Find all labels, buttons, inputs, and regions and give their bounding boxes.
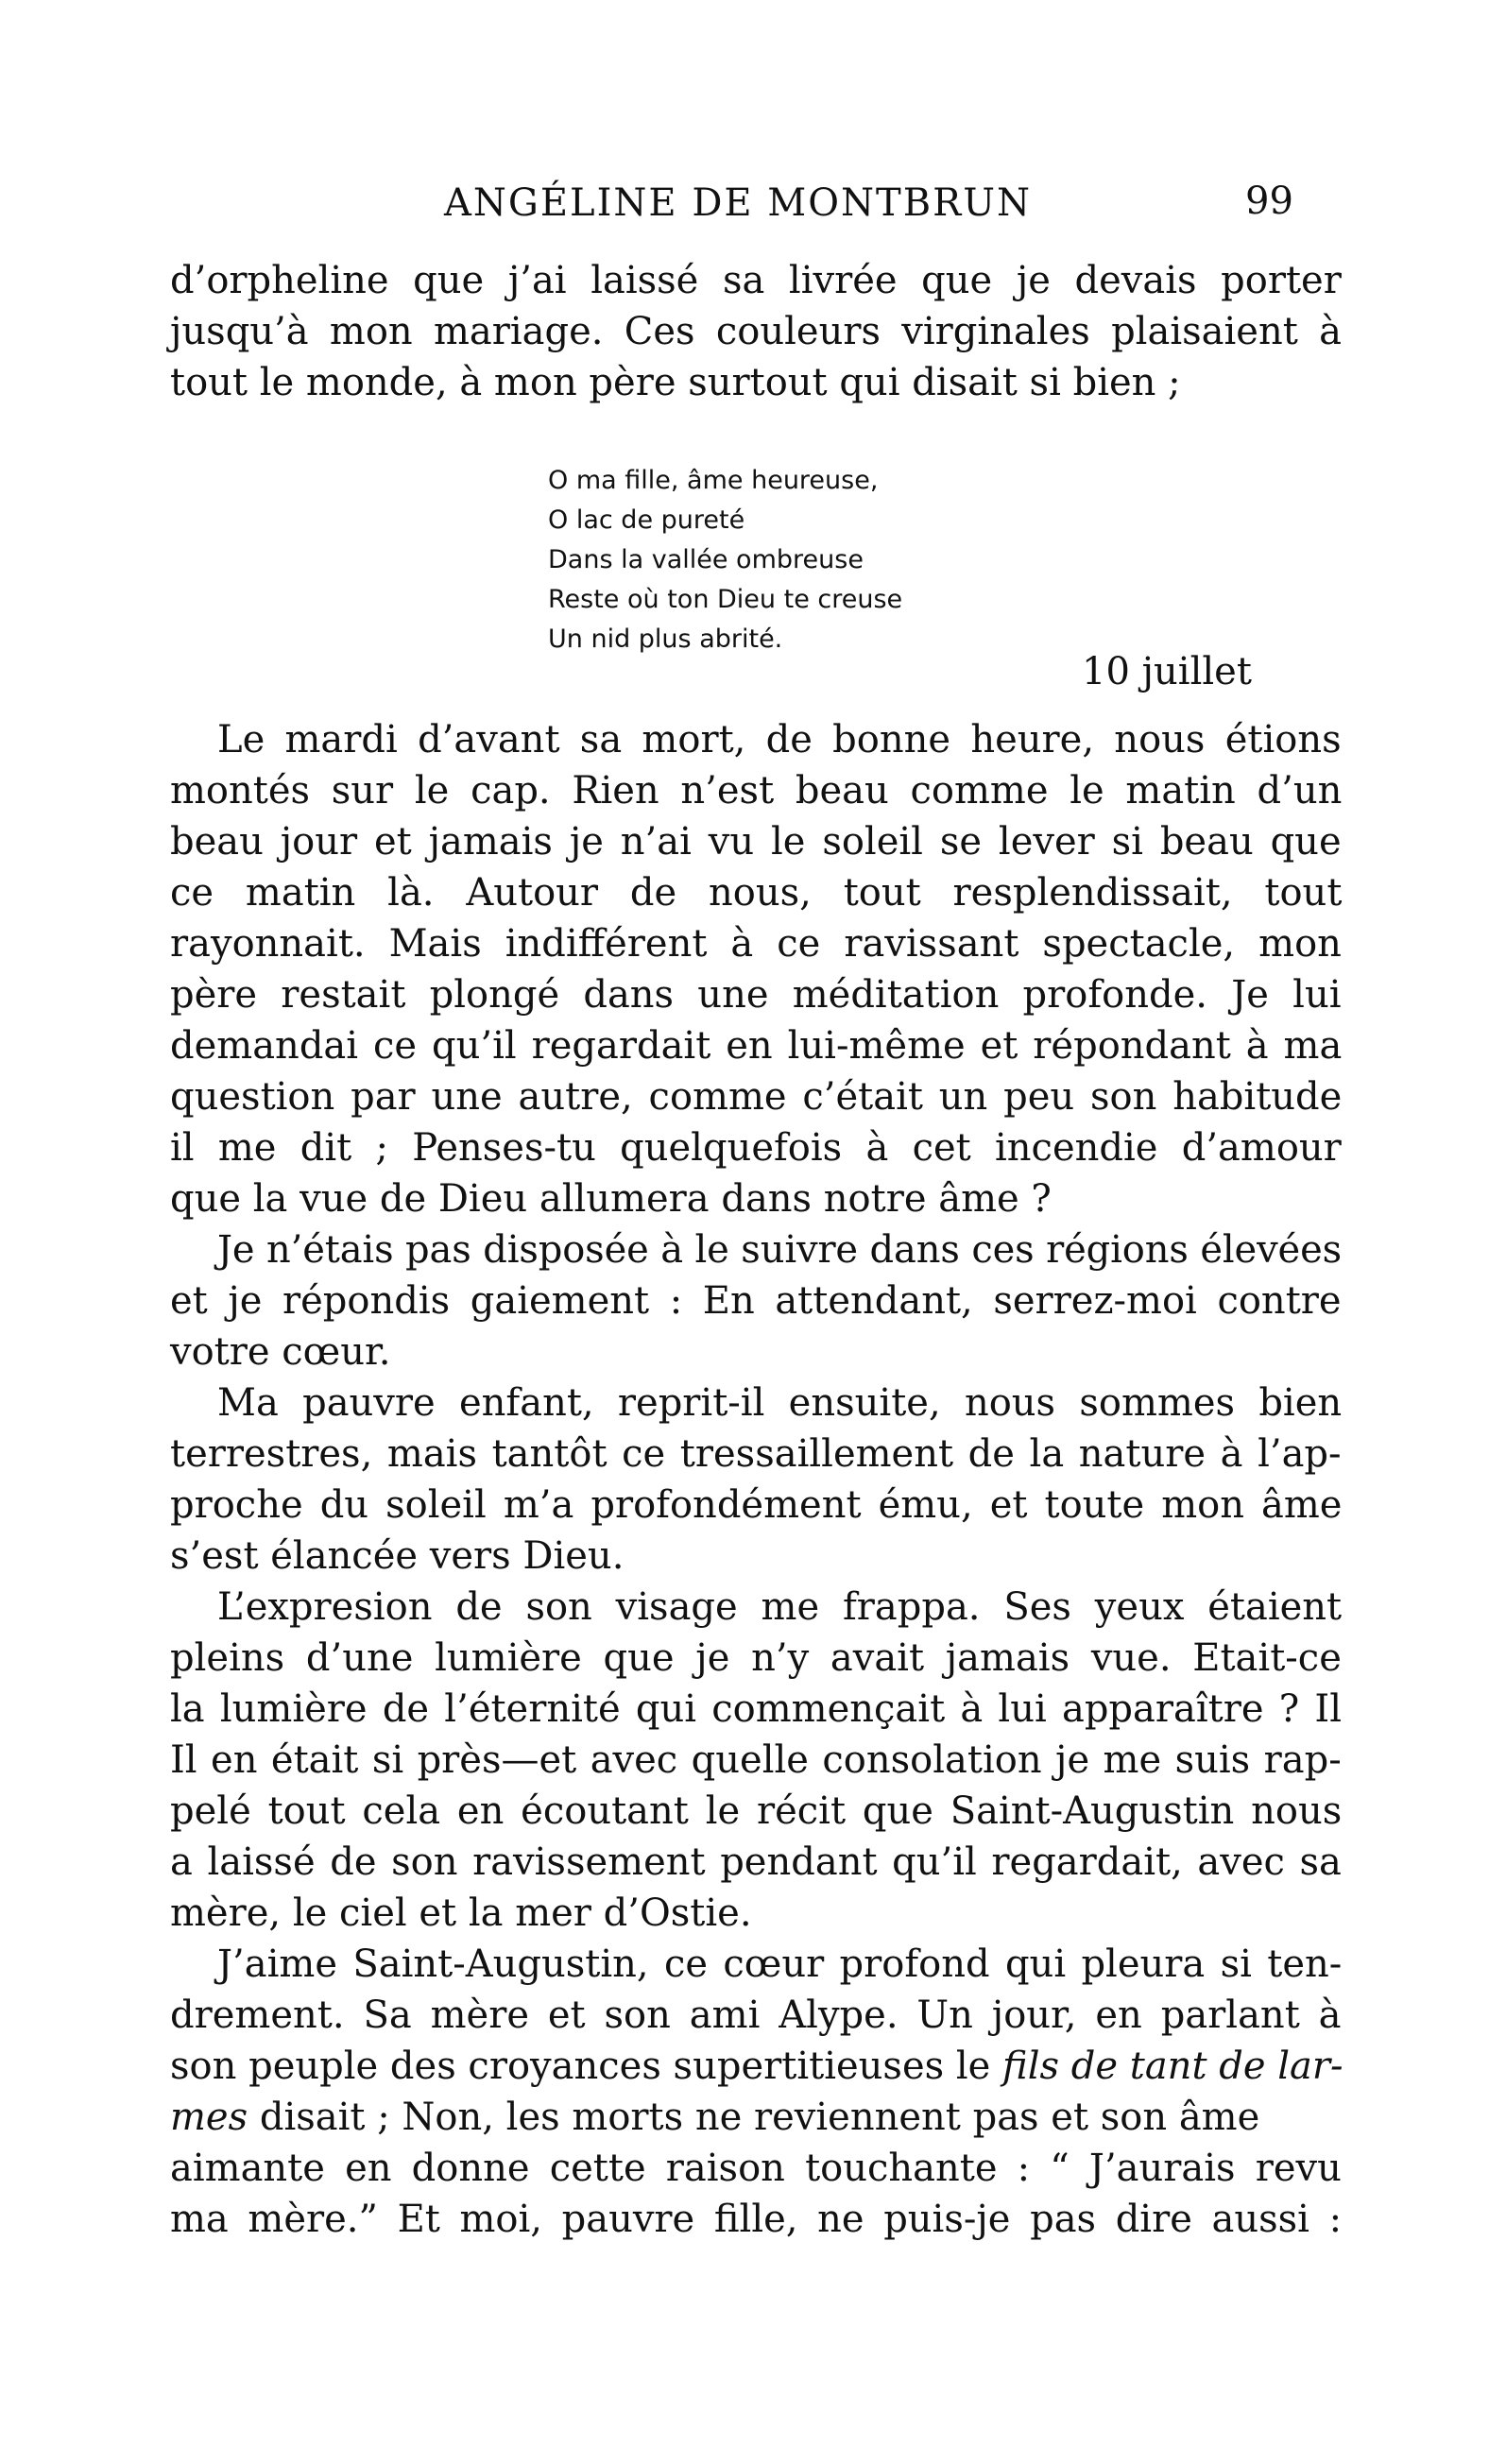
- line-text: Le mardi d’avant sa mort, de bonne heure, nous étions: [217, 718, 1342, 761]
- line-text: et je répondis gaiement : En attendant, serrez-moi contre: [170, 1279, 1342, 1323]
- text-line: [170, 867, 1342, 918]
- line-text: son peuple des croyances supertitieuses le: [170, 2045, 1003, 2088]
- text-line: [170, 255, 1342, 306]
- line-text: votre cœur.: [170, 1330, 391, 1374]
- text-line: [170, 2194, 1342, 2245]
- page-number: 99: [1245, 180, 1293, 223]
- poem-verse: [548, 461, 902, 659]
- italic-phrase: mes: [170, 2096, 248, 2139]
- line-text: proche du soleil m’a profondément ému, et toute mon âme: [170, 1483, 1343, 1527]
- line-text: L’expresion de son visage me frappa. Ses yeux étaient: [217, 1585, 1343, 1629]
- text-line: [170, 1684, 1342, 1735]
- line-text: aimante en donne cette raison touchante : “ J’aurais revu: [170, 2147, 1342, 2190]
- verse-line: O lac de pureté: [548, 505, 745, 535]
- verse-line: Dans la vallée ombreuse: [548, 545, 864, 574]
- line-text: disait ; Non, les morts ne reviennent pas et son âme: [248, 2096, 1260, 2139]
- paragraph-1: [170, 714, 1342, 1224]
- line-text: J’aime Saint-Augustin, ce cœur profond qui pleura si ten-: [217, 1942, 1343, 1986]
- line-text: pleins d’une lumière que je n’y avait jamais vue. Etait-ce: [170, 1636, 1342, 1680]
- text-line: [170, 1480, 1342, 1531]
- text-line: [170, 816, 1342, 867]
- line-text: rayonnait. Mais indifférent à ce ravissant spectacle, mon: [170, 922, 1342, 966]
- text-line: [170, 1786, 1342, 1837]
- line-text: montés sur le cap. Rien n’est beau comme le matin d’un: [170, 769, 1343, 813]
- text-line: [170, 969, 1342, 1020]
- line-text: d’orpheline que j’ai laissé sa livrée que je devais porter: [170, 259, 1342, 302]
- line-text: Ma pauvre enfant, reprit-il ensuite, nous sommes bien: [217, 1381, 1343, 1425]
- line-text: demandai ce qu’il regardait en lui-même et répondant à ma: [170, 1024, 1343, 1068]
- paragraph-3: [170, 1377, 1342, 1582]
- text-line: [170, 1224, 1342, 1275]
- line-text: a laissé de son ravissement pendant qu’il regardait, avec sa: [170, 1840, 1342, 1884]
- text-line: [170, 1173, 1342, 1224]
- line-text: que la vue de Dieu allumera dans notre âme ?: [170, 1177, 1052, 1221]
- text-line: [170, 306, 1342, 357]
- text-line: [170, 765, 1342, 816]
- text-line: [170, 1735, 1342, 1786]
- running-head: ANGÉLINE DE MONTBRUN: [444, 181, 1032, 225]
- line-text: terrestres, mais tantôt ce tressaillement de la nature à l’ap-: [170, 1432, 1342, 1476]
- text-line: [170, 357, 1342, 408]
- text-line: [170, 2092, 1342, 2143]
- text-line: [170, 1837, 1342, 1888]
- paragraph-2: [170, 1224, 1342, 1377]
- line-text: la lumière de l’éternité qui commençait à lui apparaître ? Il: [170, 1687, 1342, 1731]
- text-line: [170, 918, 1342, 969]
- line-text-with-italic: [170, 2092, 1259, 2143]
- text-line: [170, 1020, 1342, 1071]
- line-text: tout le monde, à mon père surtout qui disait si bien ;: [170, 361, 1181, 404]
- text-line: [170, 1377, 1342, 1429]
- line-text: mère, le ciel et la mer d’Ostie.: [170, 1891, 752, 1935]
- diary-date: 10 juillet: [1082, 650, 1252, 693]
- verse-line: Reste où ton Dieu te creuse: [548, 585, 903, 614]
- paragraph-5: [170, 1939, 1342, 2245]
- text-line: [170, 1990, 1342, 2041]
- text-line: [170, 1275, 1342, 1326]
- verse-line: O ma fille, âme heureuse,: [548, 466, 879, 495]
- line-text: Je n’étais pas disposée à le suivre dans ces régions élevées: [217, 1228, 1343, 1272]
- text-line: [170, 1326, 1342, 1377]
- text-line: [170, 1071, 1342, 1122]
- text-line: [170, 1531, 1342, 1582]
- text-line: [170, 2143, 1342, 2194]
- text-line: [170, 1429, 1342, 1480]
- opening-paragraph: [170, 255, 1342, 408]
- line-text: drement. Sa mère et son ami Alype. Un jour, en parlant à: [170, 1993, 1342, 2037]
- line-text: question par une autre, comme c’était un peu son habitude: [170, 1075, 1343, 1119]
- line-text-with-italic: [170, 2041, 1343, 2092]
- line-text: beau jour et jamais je n’ai vu le soleil se lever si beau que: [170, 820, 1342, 864]
- text-line: [170, 2041, 1342, 2092]
- line-text: il me dit ; Penses-tu quelquefois à cet incendie d’amour: [170, 1126, 1342, 1170]
- text-line: [170, 714, 1342, 765]
- line-text: jusqu’à mon mariage. Ces couleurs virginales plaisaient à: [170, 310, 1342, 353]
- paragraph-4: [170, 1582, 1342, 1939]
- line-text: ma mère.” Et moi, pauvre fille, ne puis-je pas dire aussi :: [170, 2198, 1343, 2241]
- line-text: Il en était si près—et avec quelle consolation je me suis rap-: [170, 1738, 1342, 1782]
- verse-line: Un nid plus abrité.: [548, 625, 783, 654]
- text-line: [170, 1633, 1342, 1684]
- text-line: [170, 1939, 1342, 1990]
- line-text: père restait plongé dans une méditation profonde. Je lui: [170, 973, 1342, 1017]
- text-line: [170, 1888, 1342, 1939]
- line-text: pelé tout cela en écoutant le récit que Saint-Augustin nous: [170, 1789, 1343, 1833]
- italic-phrase: fils de tant de lar-: [1002, 2045, 1343, 2088]
- text-line: [170, 1122, 1342, 1173]
- line-text: ce matin là. Autour de nous, tout resplendissait, tout: [170, 871, 1343, 915]
- text-line: [170, 1582, 1342, 1633]
- line-text: s’est élancée vers Dieu.: [170, 1534, 625, 1578]
